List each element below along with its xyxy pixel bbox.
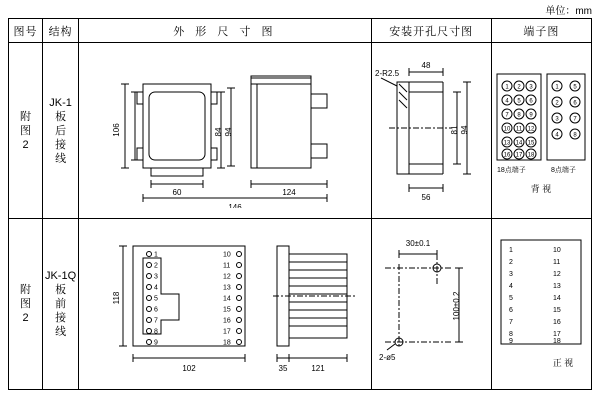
svg-text:4: 4 bbox=[505, 98, 510, 105]
terminal-view-label-b: 正 视 bbox=[553, 358, 574, 369]
svg-text:5: 5 bbox=[573, 84, 578, 91]
dim-94: 94 bbox=[223, 127, 233, 137]
svg-text:18: 18 bbox=[553, 338, 562, 346]
dim-56: 56 bbox=[421, 193, 431, 203]
terminal-left-label-a: 18点端子 bbox=[497, 167, 527, 175]
svg-text:6: 6 bbox=[573, 100, 578, 107]
svg-text:5: 5 bbox=[153, 295, 158, 303]
dim-94b: 94 bbox=[460, 125, 470, 135]
svg-text:12: 12 bbox=[553, 271, 562, 279]
row-code-cell bbox=[9, 43, 43, 219]
terminal-right-label-a: 8点端子 bbox=[551, 167, 577, 175]
svg-text:1: 1 bbox=[505, 84, 510, 91]
svg-text:4: 4 bbox=[509, 283, 514, 291]
svg-text:7: 7 bbox=[505, 112, 510, 119]
unit-note: 单位：mm bbox=[545, 6, 592, 17]
header-code: 图号 bbox=[9, 19, 43, 43]
svg-text:15: 15 bbox=[222, 306, 231, 314]
header-outline: 外 形 尺 寸 图 bbox=[79, 19, 372, 43]
svg-text:9: 9 bbox=[509, 338, 514, 346]
dim-60: 60 bbox=[172, 188, 182, 198]
svg-text:15: 15 bbox=[553, 307, 562, 315]
dim-30: 30±0.1 bbox=[405, 239, 431, 249]
dim-102: 102 bbox=[182, 364, 196, 374]
svg-text:8: 8 bbox=[509, 331, 514, 339]
svg-text:3: 3 bbox=[153, 273, 158, 281]
svg-text:17: 17 bbox=[553, 331, 562, 339]
dim-2r25: 2-R2.5 bbox=[375, 69, 400, 79]
svg-text:16: 16 bbox=[222, 317, 231, 325]
row-code-b: 附 图 2 bbox=[20, 284, 32, 325]
svg-text:11: 11 bbox=[516, 126, 523, 133]
row-structure-b: JK-1Q 板 前 接 线 bbox=[44, 270, 77, 339]
mounting-drawing-b bbox=[371, 219, 491, 390]
svg-text:12: 12 bbox=[222, 273, 231, 281]
dim-84: 84 bbox=[213, 127, 223, 137]
svg-text:8: 8 bbox=[153, 328, 158, 336]
outline-drawing-a bbox=[79, 43, 372, 219]
header-mounting: 安装开孔尺寸图 bbox=[371, 19, 491, 43]
mounting-drawing-a bbox=[371, 43, 491, 219]
terminal-view-label-a: 背 视 bbox=[531, 184, 552, 195]
row-structure-a: JK-1 板 后 接 线 bbox=[49, 96, 72, 165]
svg-text:13: 13 bbox=[553, 283, 562, 291]
svg-text:10: 10 bbox=[222, 251, 231, 259]
svg-text:1: 1 bbox=[555, 84, 560, 91]
svg-text:5: 5 bbox=[517, 98, 522, 105]
dim-118: 118 bbox=[111, 291, 121, 305]
svg-text:7: 7 bbox=[153, 317, 158, 325]
header-structure: 结构 bbox=[43, 19, 79, 43]
row-code-cell bbox=[9, 219, 43, 390]
svg-text:12: 12 bbox=[528, 126, 535, 133]
svg-text:2: 2 bbox=[509, 259, 514, 267]
row-code-a: 附 图 2 bbox=[20, 110, 32, 151]
svg-text:8: 8 bbox=[573, 132, 578, 139]
outline-drawing-b bbox=[79, 219, 372, 390]
dim-124: 124 bbox=[282, 188, 296, 198]
terminal-drawing-b bbox=[491, 219, 591, 390]
dim-100: 100±0.2 bbox=[452, 291, 462, 321]
dim-121: 121 bbox=[311, 364, 325, 374]
row-structure-cell bbox=[43, 43, 79, 219]
svg-text:13: 13 bbox=[504, 140, 511, 147]
table-header-row bbox=[9, 19, 592, 43]
svg-text:6: 6 bbox=[153, 306, 158, 314]
spec-table bbox=[8, 18, 592, 390]
svg-text:8: 8 bbox=[517, 112, 522, 119]
dim-146: 146 bbox=[228, 203, 242, 209]
dim-48: 48 bbox=[421, 61, 431, 71]
svg-text:7: 7 bbox=[573, 116, 578, 123]
svg-text:18: 18 bbox=[528, 152, 535, 159]
svg-text:1: 1 bbox=[153, 251, 158, 259]
svg-text:7: 7 bbox=[509, 319, 514, 327]
dim-35: 35 bbox=[278, 364, 288, 374]
svg-text:4: 4 bbox=[153, 284, 158, 292]
svg-text:9: 9 bbox=[529, 112, 534, 119]
table-row bbox=[9, 43, 592, 219]
terminal-drawing-a bbox=[491, 43, 591, 219]
svg-text:3: 3 bbox=[509, 271, 514, 279]
svg-text:10: 10 bbox=[553, 247, 562, 255]
svg-text:11: 11 bbox=[553, 259, 561, 267]
svg-text:15: 15 bbox=[528, 140, 535, 147]
svg-text:2: 2 bbox=[555, 100, 560, 107]
svg-text:5: 5 bbox=[509, 295, 514, 303]
svg-text:17: 17 bbox=[516, 152, 523, 159]
svg-text:6: 6 bbox=[529, 98, 534, 105]
header-terminal: 端子图 bbox=[491, 19, 591, 43]
svg-text:9: 9 bbox=[153, 339, 158, 347]
svg-text:11: 11 bbox=[222, 262, 231, 270]
dim-2d5: 2-ø5 bbox=[379, 353, 396, 363]
dim-106: 106 bbox=[111, 123, 121, 138]
svg-text:14: 14 bbox=[222, 295, 231, 303]
svg-text:2: 2 bbox=[517, 84, 522, 91]
svg-text:3: 3 bbox=[555, 116, 560, 123]
svg-text:3: 3 bbox=[529, 84, 534, 91]
svg-text:10: 10 bbox=[504, 126, 511, 133]
svg-text:13: 13 bbox=[222, 284, 231, 292]
row-structure-cell bbox=[43, 219, 79, 390]
svg-text:14: 14 bbox=[516, 140, 523, 147]
dim-81: 81 bbox=[450, 125, 460, 135]
svg-text:1: 1 bbox=[509, 247, 514, 255]
svg-text:6: 6 bbox=[509, 307, 514, 315]
svg-text:2: 2 bbox=[153, 262, 158, 270]
svg-text:16: 16 bbox=[553, 319, 562, 327]
svg-text:18: 18 bbox=[222, 339, 231, 347]
svg-text:4: 4 bbox=[555, 132, 560, 139]
svg-text:16: 16 bbox=[504, 152, 511, 159]
svg-text:14: 14 bbox=[553, 295, 562, 303]
svg-text:17: 17 bbox=[222, 328, 231, 336]
table-row bbox=[9, 219, 592, 390]
